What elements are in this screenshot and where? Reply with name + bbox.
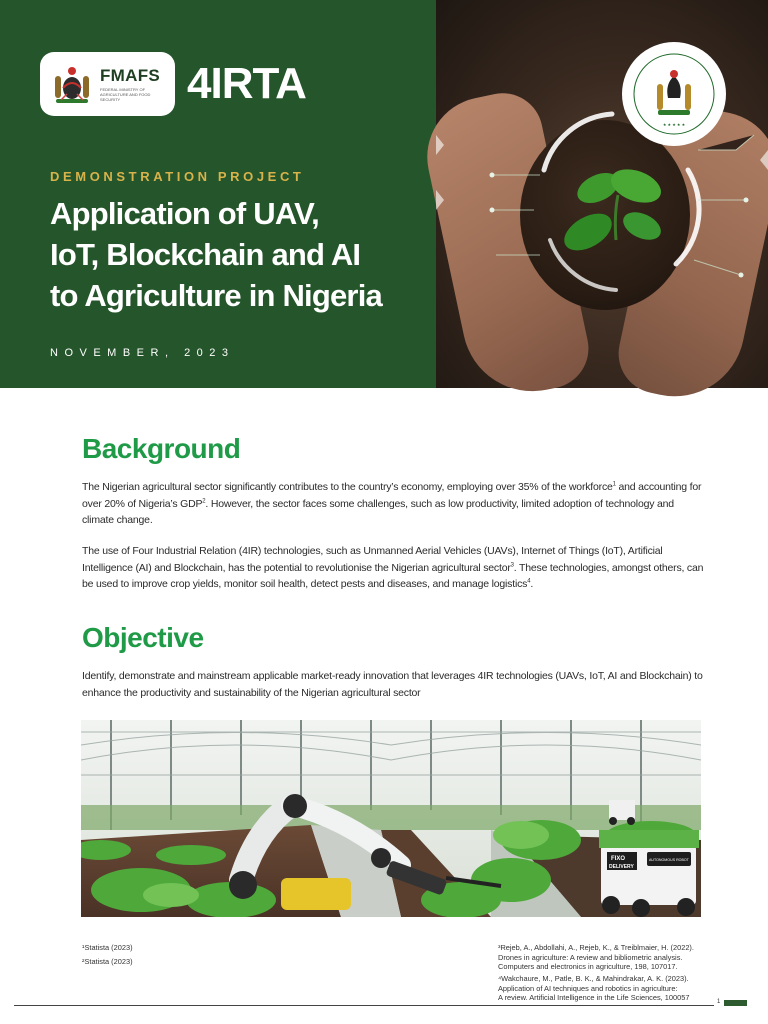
footnote-3: ³Rejeb, A., Abdollahi, A., Rejeb, K., & Treiblmaier, H. (2022). Drones in agriculture: A review and bibliometric analysis. Computers and electronics in agriculture, 198, 107017. bbox=[498, 943, 694, 972]
fmafs-wordmark: FMAFS bbox=[100, 66, 161, 85]
robot-badge: AUTONOMOUS ROBOT bbox=[649, 858, 689, 862]
footnote-4: ⁴Wakchaure, M., Patle, B. K., & Mahindrakar, A. K. (2023). Application of AI techniques and robotics in agriculture: A review. Artificial Intelligence in the Life Sciences, 100057 bbox=[498, 974, 690, 1003]
footnote-2: ²Statista (2023) bbox=[82, 957, 133, 966]
delivery-robot-graphic bbox=[599, 830, 699, 917]
greenhouse-robot-photo bbox=[81, 720, 701, 917]
seal-icon bbox=[620, 40, 728, 148]
background-paragraph-1: The Nigerian agricultural sector significantly contributes to the country’s economy, employing over 35% of the workforce$^1$ and accounting for over 20% of Nigeria’s GDP$^2$. However, the sector faces some challenges, such as low productivity, limited adoption of technology and climate change. bbox=[82, 481, 702, 526]
footnote-ref: 2 bbox=[202, 498, 206, 504]
footnote-ref: 4 bbox=[527, 578, 531, 585]
background-heading: Background bbox=[82, 433, 241, 464]
robot-label-1: FIXO bbox=[611, 856, 626, 862]
title-line: IoT, Blockchain and AI bbox=[50, 237, 361, 272]
objective-paragraph: Identify, demonstrate and mainstream applicable market-ready innovation that leverages 4IR technologies (UAVs, IoT, AI and Blockchain) to enhance the productivity and sustainability of the Nigerian agricultural sector bbox=[82, 670, 703, 699]
footnote-ref: 1 bbox=[612, 481, 616, 488]
footnote-ref: 3 bbox=[510, 562, 514, 568]
footnote-1: ¹Statista (2023) bbox=[82, 943, 133, 952]
page-marker-bar bbox=[724, 1000, 747, 1006]
title-line: Application of UAV, bbox=[50, 196, 319, 231]
svg-text:★ ★ ★ ★ ★: ★ ★ ★ ★ ★ bbox=[662, 122, 686, 127]
footer-divider bbox=[14, 1005, 714, 1006]
eyebrow-label: DEMONSTRATION PROJECT bbox=[50, 169, 305, 184]
background-paragraph-2: The use of Four Industrial Relation (4IR) technologies, such as Unmanned Aerial Vehicles (UAVs), Internet of Things (IoT), Artificial Intelligence (AI) and Blockchain, has the potential to revolutionise the Nigerian agricultural sector$^3$. These technologies, amongst others, can be used to improve crop yields, monitor soil health, detect pests and diseases, and manage logistics$^4$. bbox=[82, 545, 704, 590]
fmafs-logo bbox=[40, 52, 175, 116]
page-number: 1 bbox=[717, 999, 721, 1005]
robot-label-2: DELIVERY bbox=[609, 864, 634, 870]
fmafs-subtitle: FEDERAL MINISTRY OF AGRICULTURE AND FOOD SECURITY bbox=[100, 87, 151, 102]
objective-heading: Objective bbox=[82, 622, 204, 653]
hero-banner bbox=[0, 0, 768, 388]
page-title bbox=[50, 193, 430, 316]
title-line: to Agriculture in Nigeria bbox=[50, 278, 382, 313]
publication-date: NOVEMBER, 2023 bbox=[50, 347, 235, 359]
4irta-logo: 4IRTA bbox=[187, 59, 306, 108]
greenhouse-illustration bbox=[81, 720, 701, 917]
hero-title-panel bbox=[0, 0, 436, 388]
coat-of-arms-icon bbox=[50, 62, 94, 106]
ministry-seal bbox=[620, 40, 728, 148]
